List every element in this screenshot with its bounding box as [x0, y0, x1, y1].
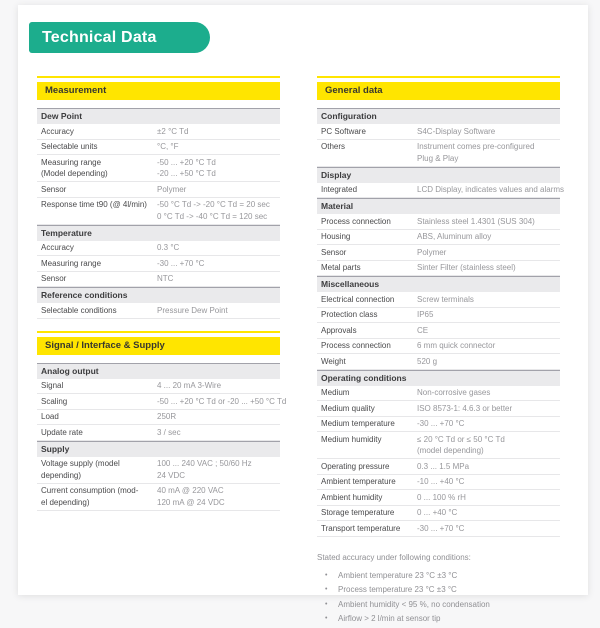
cell-line: Medium humidity	[321, 434, 382, 444]
spec-label	[317, 507, 417, 519]
spec-value	[157, 305, 280, 317]
cell-line: IP65	[417, 310, 434, 319]
cell-line: °C, °F	[157, 142, 179, 151]
cell-line: Sensor	[41, 184, 67, 194]
footnote	[317, 552, 560, 625]
spec-row	[317, 417, 560, 433]
cell-line: Stainless steel 1.4301 (SUS 304)	[417, 216, 535, 226]
cell-line: NTC	[157, 274, 174, 283]
spec-value	[417, 325, 560, 337]
spec-value	[157, 411, 280, 423]
spec-value	[417, 126, 560, 138]
section-signal-interface-supply	[37, 331, 287, 511]
section-header: Measurement	[37, 82, 280, 100]
cell-line: ≤ 20 °C Td or ≤ 50 °C Td	[417, 434, 505, 444]
spec-row	[317, 214, 560, 230]
spec-row	[317, 506, 560, 522]
group-header: Display	[317, 167, 560, 183]
cell-line: ±2 °C Td	[157, 126, 189, 136]
group-display	[317, 167, 565, 199]
group-configuration	[317, 108, 560, 167]
section-general-data	[317, 76, 565, 537]
spec-label	[317, 325, 417, 337]
spec-row	[317, 308, 560, 324]
bullet-icon: •	[325, 615, 328, 622]
cell-line: Housing	[321, 232, 351, 241]
spec-label	[317, 262, 417, 274]
cell-line: Integrated	[321, 185, 358, 194]
group-header: Analog output	[37, 363, 280, 379]
cell-line: 0 °C Td -> -40 °C Td = 120 sec	[157, 211, 268, 221]
group-operating-conditions	[317, 370, 560, 537]
cell-line: Selectable conditions	[41, 305, 117, 315]
cell-line: Measuring range	[41, 258, 102, 268]
cell-line: 3 / sec	[157, 427, 181, 437]
cell-line: 250R	[157, 412, 177, 421]
spec-row	[37, 272, 280, 288]
spec-label	[317, 418, 417, 430]
spec-row	[317, 323, 560, 339]
cell-line: Metal parts	[321, 263, 361, 272]
cell-line: Non-corrosive gases	[417, 388, 491, 397]
group-dew-point	[37, 108, 280, 225]
group-header: Temperature	[37, 225, 280, 241]
spec-value	[157, 485, 280, 508]
footnote-bullet-text: Ambient temperature 23 °C ±3 °C	[338, 570, 458, 580]
spec-label	[317, 492, 417, 504]
spec-value	[417, 492, 560, 504]
spec-label	[37, 427, 157, 439]
spec-value	[417, 434, 560, 457]
group-header: Supply	[37, 441, 280, 457]
cell-line: S4C-Display Software	[417, 126, 496, 136]
group-header: Operating conditions	[317, 370, 560, 386]
content-card	[18, 5, 588, 623]
cell-line: 4 ... 20 mA 3-Wire	[157, 381, 222, 390]
cell-line: Load	[41, 412, 59, 421]
spec-label	[317, 403, 417, 415]
spec-value	[157, 258, 280, 270]
spec-value	[417, 523, 560, 535]
spec-value	[157, 380, 280, 392]
spec-row	[317, 401, 560, 417]
cell-line: 0 ... +40 °C	[417, 508, 458, 517]
spec-row	[317, 354, 560, 370]
section-accent-line	[37, 331, 280, 333]
spec-label	[37, 458, 157, 481]
spec-value	[417, 141, 560, 164]
page-title: Technical Data	[42, 29, 157, 46]
cell-line: 40 mA @ 220 VAC	[157, 486, 224, 495]
spec-row	[37, 379, 280, 395]
spec-value	[417, 461, 560, 473]
spec-value	[157, 199, 280, 222]
cell-line: Ambient humidity	[321, 492, 383, 502]
cell-line: -30 ... +70 °C	[157, 258, 205, 268]
footnote-bullet	[317, 599, 560, 610]
spec-row	[317, 261, 560, 277]
cell-line: Instrument comes pre-configured	[417, 142, 535, 151]
spec-label	[37, 380, 157, 392]
group-header: Material	[317, 198, 560, 214]
cell-line: 520 g	[417, 356, 438, 366]
spec-value	[417, 387, 560, 399]
cell-line: -30 ... +70 °C	[417, 419, 465, 428]
spec-row	[37, 256, 280, 272]
spec-label	[37, 157, 157, 180]
spec-label	[37, 396, 157, 408]
spec-value	[157, 242, 280, 254]
spec-row	[317, 475, 560, 491]
spec-row	[317, 459, 560, 475]
spec-value	[417, 184, 564, 196]
spec-label	[37, 485, 157, 508]
spec-row	[317, 521, 560, 537]
section-header: Signal / Interface & Supply	[37, 337, 280, 355]
cell-line: ABS, Aluminum alloy	[417, 232, 492, 241]
cell-line: Process connection	[321, 216, 391, 226]
spec-label	[317, 356, 417, 368]
spec-row	[37, 425, 280, 441]
spec-label	[37, 305, 157, 317]
cell-line: -30 ... +70 °C	[417, 523, 465, 533]
cell-line: 120 mA @ 24 VDC	[157, 497, 225, 507]
group-header: Reference conditions	[37, 287, 280, 303]
spec-value	[157, 157, 280, 180]
spec-value	[157, 427, 280, 439]
spec-row	[37, 155, 280, 182]
section-accent-line	[317, 76, 560, 78]
cell-line: Accuracy	[41, 243, 74, 252]
spec-value	[417, 340, 560, 352]
cell-line: Operating pressure	[321, 461, 390, 471]
title-banner	[29, 22, 210, 53]
spec-row	[317, 490, 560, 506]
spec-label	[317, 309, 417, 321]
group-supply	[37, 441, 280, 511]
cell-line: Update rate	[41, 427, 83, 437]
spec-label	[37, 258, 157, 270]
footnote-bullet	[317, 613, 560, 624]
cell-line: Approvals	[321, 325, 357, 335]
cell-line: Polymer	[417, 247, 447, 257]
spec-value	[157, 184, 280, 196]
footnote-bullet-text: Airflow > 2 l/min at sensor tip	[338, 614, 441, 623]
cell-line: Accuracy	[41, 126, 74, 136]
spec-label	[317, 231, 417, 243]
spec-value	[417, 507, 560, 519]
cell-line: el depending)	[41, 497, 90, 507]
spec-row	[37, 484, 280, 511]
spec-value	[157, 273, 280, 285]
cell-line: LCD Display, indicates values and alarms	[417, 185, 565, 194]
cell-line: 24 VDC	[157, 470, 186, 480]
spec-value	[417, 476, 560, 488]
spec-label	[37, 199, 157, 211]
cell-line: Medium quality	[321, 403, 375, 413]
spec-value	[157, 396, 286, 408]
footnote-bullet-text: Process temperature 23 °C ±3 °C	[338, 585, 457, 594]
group-miscellaneous	[317, 276, 560, 370]
group-temperature	[37, 225, 280, 288]
spec-row	[37, 198, 280, 225]
spec-row	[317, 292, 560, 308]
section-measurement	[37, 76, 280, 319]
cell-line: Selectable units	[41, 142, 98, 151]
cell-line: Storage temperature	[321, 508, 395, 517]
cell-line: Sensor	[321, 247, 347, 257]
cell-line: 0.3 °C	[157, 243, 180, 252]
spec-row	[317, 245, 560, 261]
spec-value	[417, 356, 560, 368]
cell-line: 100 ... 240 VAC ; 50/60 Hz	[157, 459, 252, 468]
cell-line: Others	[321, 142, 346, 151]
spec-label	[317, 216, 417, 228]
cell-line: 0.3 ... 1.5 MPa	[417, 461, 470, 471]
spec-label	[37, 242, 157, 254]
cell-line: Scaling	[41, 396, 68, 406]
spec-label	[317, 523, 417, 535]
spec-label	[317, 387, 417, 399]
spec-value	[157, 126, 280, 138]
group-header: Configuration	[317, 108, 560, 124]
footnote-bullet	[317, 570, 560, 581]
spec-value	[417, 418, 560, 430]
spec-row	[317, 140, 560, 167]
cell-line: ISO 8573-1: 4.6.3 or better	[417, 403, 513, 413]
spec-value	[417, 247, 560, 259]
cell-line: (model depending)	[417, 446, 484, 455]
bullet-icon: •	[325, 571, 328, 579]
spec-row	[37, 182, 280, 198]
spec-value	[417, 262, 560, 274]
cell-line: 6 mm quick connector	[417, 341, 496, 350]
cell-line: Plug & Play	[417, 153, 459, 163]
cell-line: Transport temperature	[321, 523, 401, 533]
footnote-bullet	[317, 584, 560, 595]
footnote-bullet-text: Ambient humidity < 95 %, no condensation	[338, 599, 490, 609]
cell-line: Medium	[321, 388, 350, 397]
spec-row	[37, 410, 280, 426]
cell-line: -50 ... +20 °C Td or -20 ... +50 °C Td	[157, 396, 287, 406]
spec-label	[317, 126, 417, 138]
cell-line: Medium temperature	[321, 419, 395, 428]
spec-label	[317, 184, 417, 196]
cell-line: Protection class	[321, 310, 378, 319]
spec-value	[417, 294, 560, 306]
cell-line: depending)	[41, 470, 82, 480]
spec-row	[317, 432, 560, 459]
cell-line: -50 °C Td -> -20 °C Td = 20 sec	[157, 200, 270, 209]
spec-label	[37, 273, 157, 285]
cell-line: Sinter Filter (stainless steel)	[417, 263, 516, 272]
spec-row	[317, 183, 565, 199]
spec-label	[317, 247, 417, 259]
group-header: Dew Point	[37, 108, 280, 124]
cell-line: -50 ... +20 °C Td	[157, 157, 216, 167]
spec-label	[317, 476, 417, 488]
group-material	[317, 198, 560, 276]
section-accent-line	[37, 76, 280, 78]
cell-line: Voltage supply (model	[41, 459, 120, 468]
cell-line: Electrical connection	[321, 294, 395, 304]
spec-value	[417, 231, 560, 243]
spec-row	[317, 124, 560, 140]
bullet-icon: •	[325, 600, 328, 608]
cell-line: Screw terminals	[417, 294, 474, 304]
spec-label	[317, 294, 417, 306]
spec-row	[317, 339, 560, 355]
spec-value	[157, 458, 280, 481]
spec-row	[317, 230, 560, 246]
spec-row	[37, 457, 280, 484]
spec-row	[37, 303, 280, 319]
cell-line: Current consumption (mod-	[41, 486, 139, 495]
section-header: General data	[317, 82, 560, 100]
group-analog-output	[37, 363, 287, 441]
cell-line: Polymer	[157, 184, 187, 194]
spec-value	[417, 403, 560, 415]
cell-line: Measuring range	[41, 157, 102, 167]
cell-line: Pressure Dew Point	[157, 305, 228, 315]
spec-label	[37, 184, 157, 196]
cell-line: PC Software	[321, 126, 366, 136]
spec-label	[317, 461, 417, 473]
spec-value	[157, 141, 280, 153]
spec-value	[417, 309, 560, 321]
spec-label	[37, 141, 157, 153]
spec-row	[37, 241, 280, 257]
spec-row	[37, 124, 280, 140]
spec-label	[37, 411, 157, 423]
group-header: Miscellaneous	[317, 276, 560, 292]
cell-line: Weight	[321, 356, 346, 366]
spec-row	[37, 394, 287, 410]
group-reference-conditions	[37, 287, 280, 319]
cell-line: CE	[417, 325, 429, 335]
cell-line: Process connection	[321, 341, 391, 350]
footnote-intro: Stated accuracy under following conditions:	[317, 552, 471, 562]
cell-line: Ambient temperature	[321, 477, 396, 486]
spec-label	[37, 126, 157, 138]
spec-label	[317, 141, 417, 153]
spec-row	[317, 386, 560, 402]
cell-line: (Model depending)	[41, 169, 108, 178]
cell-line: -10 ... +40 °C	[417, 477, 465, 486]
cell-line: Response time t90 (@ 4l/min)	[41, 200, 147, 209]
cell-line: Signal	[41, 381, 64, 390]
left-column	[37, 76, 287, 511]
spec-value	[417, 216, 560, 228]
right-column	[317, 76, 565, 628]
cell-line: Sensor	[41, 274, 67, 283]
spec-label	[317, 434, 417, 446]
cell-line: -20 ... +50 °C Td	[157, 169, 216, 178]
cell-line: 0 ... 100 % rH	[417, 492, 466, 502]
spec-label	[317, 340, 417, 352]
spec-row	[37, 140, 280, 156]
bullet-icon: •	[325, 586, 328, 593]
